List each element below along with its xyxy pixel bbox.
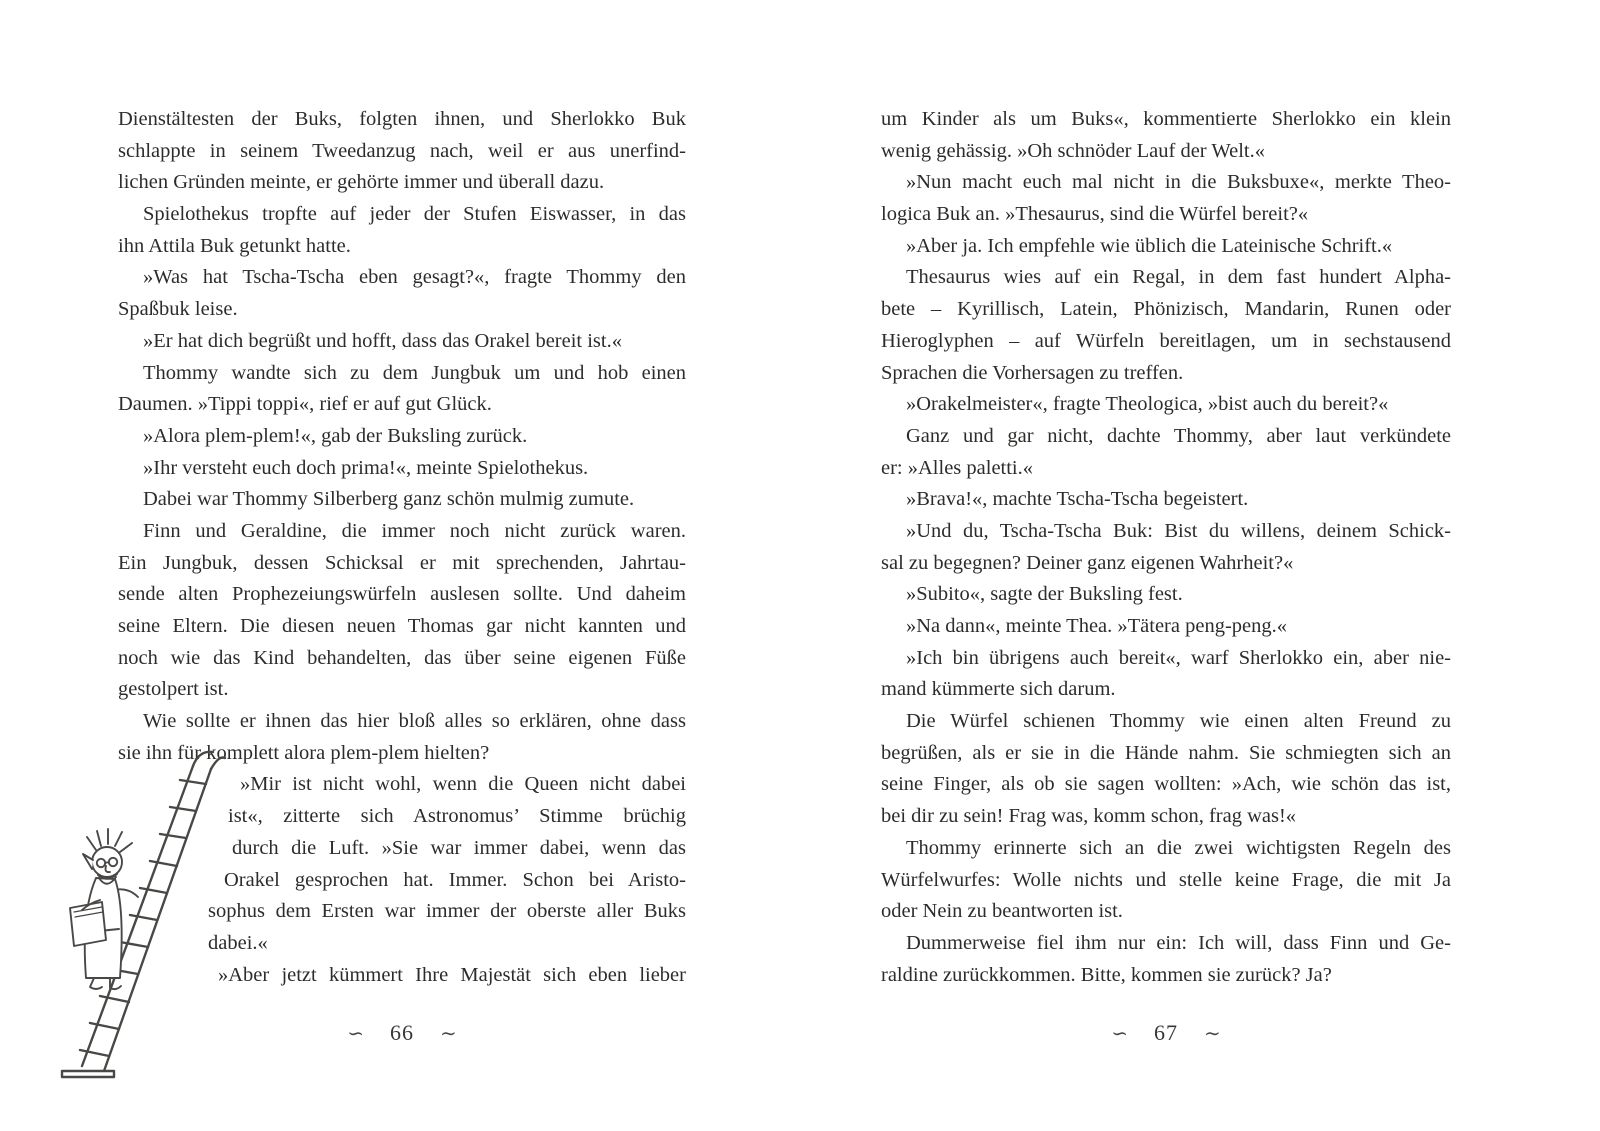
text-line: Dienstältesten der Buks, folgten ihnen, und Sherlokko Buk: [118, 108, 686, 130]
text-line: Spielothekus tropfte auf jeder der Stufen Eiswasser, in das: [143, 203, 686, 226]
text-line: ihn Attila Buk getunkt hatte.: [118, 234, 351, 257]
text-line: logica Buk an. »Thesaurus, sind die Würfel bereit?«: [881, 203, 1309, 226]
text-line: lichen Gründen meinte, er gehörte immer und überall dazu.: [118, 171, 605, 194]
text-line: »Aber ja. Ich empfehle wie üblich die Lateinische Schrift.«: [906, 234, 1393, 257]
footer-ornament-left: ∽: [1111, 1023, 1128, 1045]
text-line: Finn und Geraldine, die immer noch nicht zurück waren.: [143, 519, 686, 542]
text-line: noch wie das Kind behandelten, das über seine eigenen Füße: [118, 646, 686, 669]
text-line: dabei.«: [208, 931, 268, 954]
footer-ornament-right: ∼: [440, 1023, 457, 1045]
page-footer-67: [881, 1020, 1451, 1046]
text-line: »Und du, Tscha-Tscha Buk: Bist du willens, deinem Schick-: [906, 519, 1451, 542]
text-line: Würfelwurfes: Wolle nichts und stelle keine Frage, die mit Ja: [881, 868, 1451, 891]
text-line: um Kinder als um Buks«, kommentierte Sherlokko ein klein: [881, 108, 1451, 130]
text-line: Spaßbuk leise.: [118, 298, 238, 321]
text-line: Ganz und gar nicht, dachte Thommy, aber laut verkündete: [906, 424, 1451, 447]
page-footer-66: [118, 1020, 686, 1046]
text-line: Ein Jungbuk, dessen Schicksal er mit sprechenden, Jahrtau-: [118, 551, 686, 574]
text-line: Daumen. »Tippi toppi«, rief er auf gut Glück.: [118, 393, 492, 416]
text-line: begrüßen, als er sie in die Hände nahm. Sie schmiegten sich an: [881, 741, 1451, 764]
text-line: Dummerweise fiel ihm nur ein: Ich will, dass Finn und Ge-: [906, 931, 1451, 954]
text-line: oder Nein zu beantworten ist.: [881, 900, 1123, 923]
text-line: sophus dem Ersten war immer der oberste aller Buks: [208, 900, 686, 923]
text-line: Thommy wandte sich zu dem Jungbuk um und hob einen: [143, 361, 686, 384]
text-line: mand kümmerte sich darum.: [881, 678, 1116, 701]
text-line: Orakel gesprochen hat. Immer. Schon bei Aristo-: [224, 868, 686, 891]
page-number: 67: [1154, 1020, 1178, 1045]
page-67-text-column: [881, 104, 1451, 991]
text-line: bete – Kyrillisch, Latein, Phönizisch, Mandarin, Runen oder: [881, 298, 1451, 321]
text-line: Dabei war Thommy Silberberg ganz schön mulmig zumute.: [143, 488, 635, 511]
text-line: schlappte in seinem Tweedanzug nach, weil er aus unerfind-: [118, 139, 686, 162]
text-line: »Brava!«, machte Tscha-Tscha begeistert.: [906, 488, 1249, 511]
text-line: Hieroglyphen – auf Würfeln bereitlagen, um in sechstausend: [881, 329, 1451, 352]
text-line: »Alora plem-plem!«, gab der Buksling zurück.: [143, 424, 528, 447]
text-line: raldine zurückkommen. Bitte, kommen sie zurück? Ja?: [881, 963, 1332, 986]
page-number: 66: [390, 1020, 414, 1045]
text-line: er: »Alles paletti.«: [881, 456, 1033, 479]
text-line: ist«, zitterte sich Astronomus’ Stimme brüchig: [228, 805, 686, 828]
text-line: Die Würfel schienen Thommy wie einen alten Freund zu: [906, 710, 1451, 733]
text-line: Thommy erinnerte sich an die zwei wichtigsten Regeln des: [906, 836, 1451, 859]
text-line: sal zu begegnen? Deiner ganz eigenen Wahrheit?«: [881, 551, 1294, 574]
text-line: »Subito«, sagte der Buksling fest.: [906, 583, 1183, 606]
text-line: wenig gehässig. »Oh schnöder Lauf der Welt.«: [881, 139, 1265, 162]
text-line: »Er hat dich begrüßt und hofft, dass das Orakel bereit ist.«: [143, 329, 622, 352]
text-line: bei dir zu sein! Frag was, komm schon, frag was!«: [881, 805, 1297, 828]
text-line: »Na dann«, meinte Thea. »Tätera peng-peng.«: [906, 615, 1288, 637]
text-line: »Ich bin übrigens auch bereit«, warf Sherlokko ein, aber nie-: [906, 646, 1451, 669]
text-line: »Nun macht euch mal nicht in die Buksbuxe«, merkte Theo-: [906, 171, 1451, 194]
text-line: »Aber jetzt kümmert Ihre Majestät sich eben lieber: [218, 963, 686, 986]
text-line: »Mir ist nicht wohl, wenn die Queen nicht dabei: [240, 773, 686, 796]
text-line: sende alten Prophezeiungswürfeln auslesen sollte. Und daheim: [118, 583, 686, 606]
footer-ornament-left: ∽: [347, 1023, 364, 1045]
text-line: sie ihn für komplett alora plem-plem hielten?: [118, 741, 490, 764]
text-line: seine Eltern. Die diesen neuen Thomas gar nicht kannten und: [118, 615, 686, 637]
text-line: gestolpert ist.: [118, 678, 229, 701]
text-line: »Was hat Tscha-Tscha eben gesagt?«, fragte Thommy den: [143, 266, 686, 289]
text-line: Thesaurus wies auf ein Regal, in dem fast hundert Alpha-: [906, 266, 1451, 289]
text-line: durch die Luft. »Sie war immer dabei, wenn das: [232, 836, 686, 859]
text-line: »Orakelmeister«, fragte Theologica, »bist auch du bereit?«: [906, 393, 1389, 416]
text-line: Sprachen die Vorhersagen zu treffen.: [881, 361, 1184, 384]
text-line: Wie sollte er ihnen das hier bloß alles so erklären, ohne dass: [143, 710, 686, 733]
text-line: »Ihr versteht euch doch prima!«, meinte Spielothekus.: [143, 456, 589, 479]
text-line: seine Finger, als ob sie sagen wollten: »Ach, wie schön das ist,: [881, 773, 1451, 796]
footer-ornament-right: ∼: [1204, 1023, 1221, 1045]
